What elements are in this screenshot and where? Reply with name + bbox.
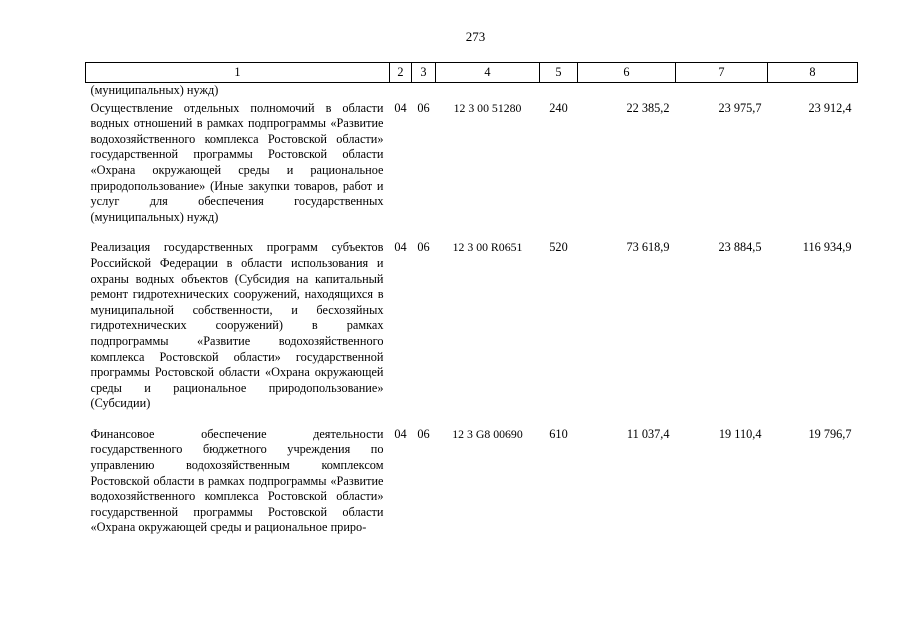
table-row <box>86 240 858 427</box>
row-amount-1: 73 618,9 <box>626 240 670 255</box>
column-header-5: 5 <box>540 63 578 83</box>
table-row-continuation <box>86 83 858 101</box>
continuation-text: (муниципальных) нужд) <box>90 83 219 97</box>
row-section: 04 <box>394 100 407 115</box>
column-header-1: 1 <box>86 63 390 83</box>
row-name: Осуществление отдельных полномочий в области водных отношений в рамках подпрограммы «Развитие водохозяйственного комплекса Ростовской области» государственной программы Ростовской области «Охрана окружающей среды и рациональное природопользование» (Иные закупки товаров, работ и услуг для обеспечения государственных (муниципальных) нужд) <box>90 100 384 224</box>
column-header-4: 4 <box>436 63 540 83</box>
column-header-2: 2 <box>390 63 412 83</box>
row-amount-3: 19 796,7 <box>808 426 852 441</box>
row-expense-type: 520 <box>549 240 568 255</box>
row-target-article: 12 3 00 51280 <box>453 100 522 115</box>
page-number: 273 <box>465 29 486 44</box>
row-subsection: 06 <box>417 426 430 441</box>
row-amount-3: 116 934,9 <box>802 240 852 255</box>
table-header-row <box>86 63 858 83</box>
table-row <box>86 427 858 536</box>
budget-table <box>85 62 858 536</box>
row-target-article: 12 3 00 R0651 <box>452 240 523 255</box>
row-amount-2: 23 975,7 <box>718 100 762 115</box>
column-header-6: 6 <box>578 63 676 83</box>
row-target-article: 12 3 G8 00690 <box>452 426 523 441</box>
row-section: 04 <box>394 240 407 255</box>
row-name: Финансовое обеспечение деятельности государственного бюджетного учреждения по управлению водохозяйственным комплексом Ростовской области в рамках подпрограммы «Развитие водохозяйственного комплекса Ростовской области» государственной программы Ростовской области «Охрана окружающей среды и рациональное приро- <box>90 426 384 535</box>
row-section: 04 <box>394 426 407 441</box>
column-header-8: 8 <box>768 63 858 83</box>
row-expense-type: 240 <box>549 100 568 115</box>
row-subsection: 06 <box>417 240 430 255</box>
row-amount-3: 23 912,4 <box>808 100 852 115</box>
row-amount-1: 11 037,4 <box>626 426 670 441</box>
row-name: Реализация государственных программ субъектов Российской Федерации в области использования и охраны водных объектов (Субсидия на капитальный ремонт гидротехнических сооружений, находящихся в муниципальной собственности, и бесхозяйных гидротехнических сооружений) в рамках подпрограммы «Развитие водохозяйственного комплекса Ростовской области» государственной программы Ростовской области «Охрана окружающей среды и рациональное природопользование» (Субсидии) <box>90 240 384 411</box>
row-amount-1: 22 385,2 <box>626 100 670 115</box>
table-row <box>86 101 858 241</box>
column-header-7: 7 <box>676 63 768 83</box>
row-amount-2: 23 884,5 <box>718 240 762 255</box>
row-expense-type: 610 <box>549 426 568 441</box>
column-header-3: 3 <box>412 63 436 83</box>
row-amount-2: 19 110,4 <box>718 426 762 441</box>
row-subsection: 06 <box>417 100 430 115</box>
